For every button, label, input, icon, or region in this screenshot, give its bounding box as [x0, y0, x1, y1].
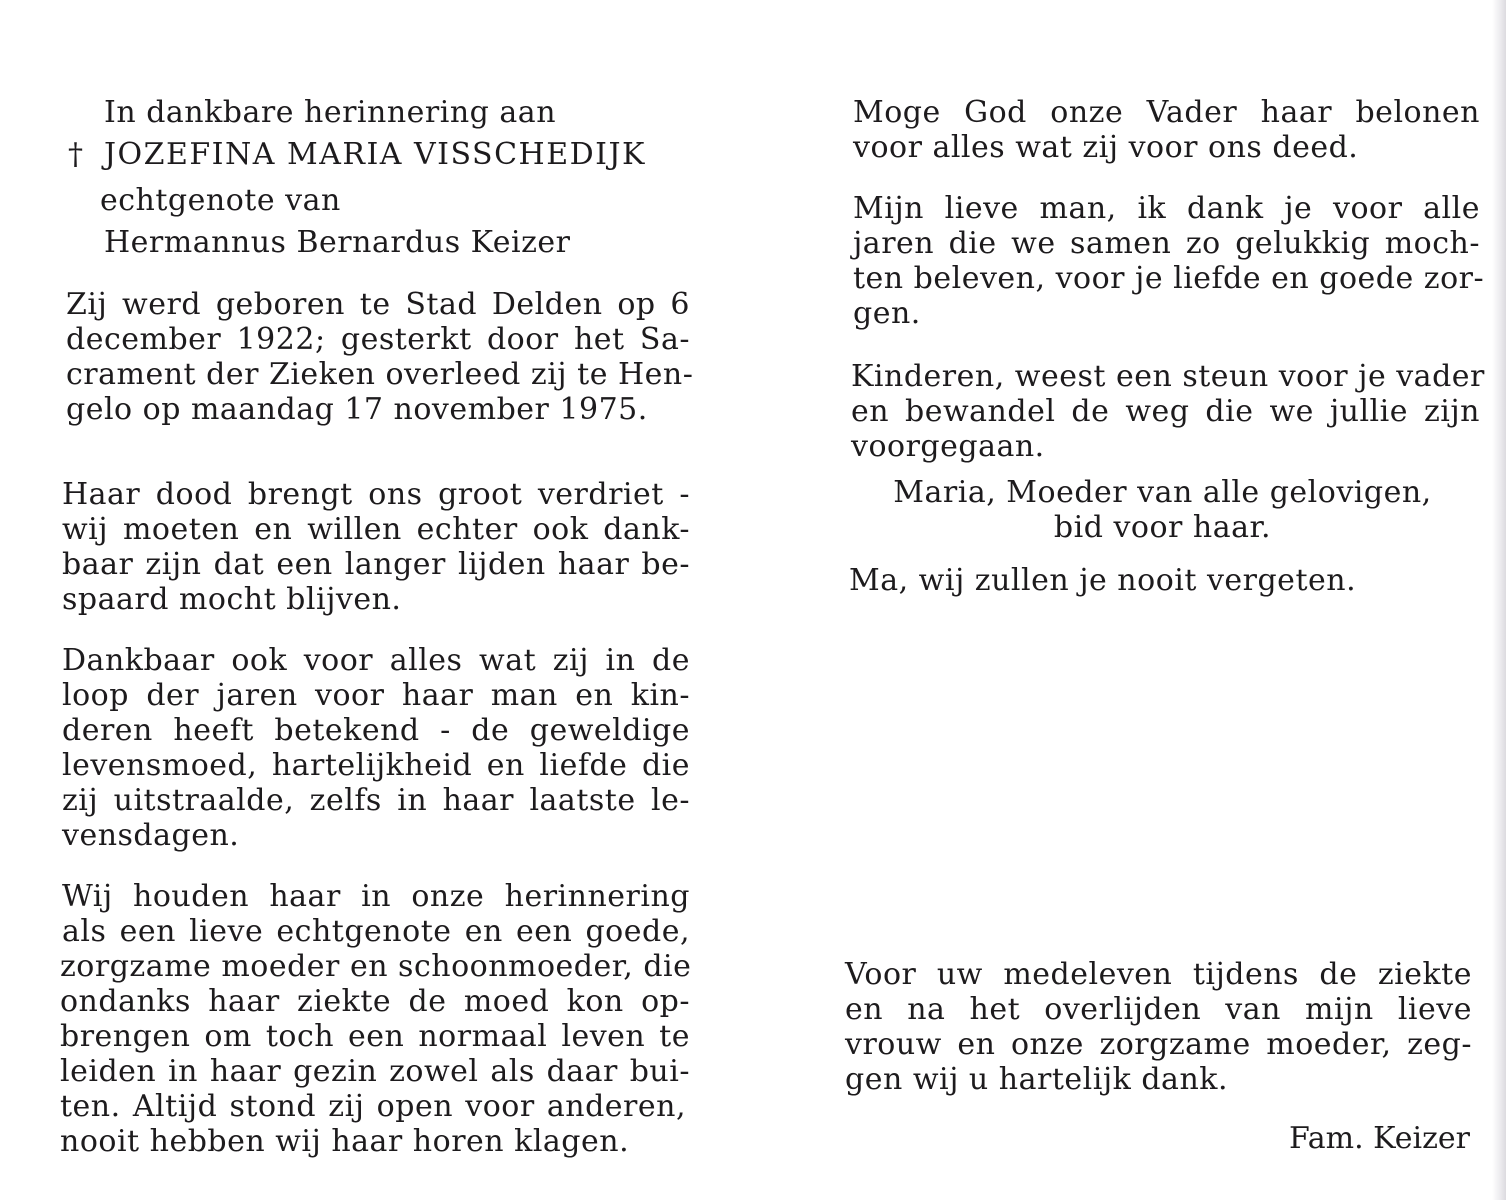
- text-line: zij uitstraalde, zelfs in haar laatste le-: [62, 783, 690, 818]
- text-line: nooit hebben wij haar horen klagen.: [60, 1124, 630, 1159]
- text-line: Dankbaar ook voor alles wat zij in de: [62, 643, 690, 678]
- text-line: levensmoed, hartelijkheid en liefde die: [62, 748, 690, 783]
- text-line: voor alles wat zij voor ons deed.: [853, 130, 1359, 165]
- text-line: brengen om toch een normaal leven te: [60, 1019, 690, 1054]
- text-line: vensdagen.: [62, 818, 240, 853]
- cross-icon: †: [68, 137, 84, 172]
- text-line: deren heeft betekend - de geweldige: [62, 713, 690, 748]
- text-line: ten. Altijd stond zij open voor anderen,: [60, 1089, 686, 1124]
- text-line: Voor uw medeleven tijdens de ziekte: [845, 957, 1472, 992]
- text-line: als een lieve echtgenote en een goede,: [62, 914, 690, 949]
- text-line: voorgegaan.: [851, 429, 1045, 464]
- heading-relation: echtgenote van: [100, 183, 341, 218]
- prayer-line: bid voor haar.: [1053, 510, 1272, 545]
- text-line: loop der jaren voor haar man en kin-: [62, 678, 690, 713]
- text-line: Wij houden haar in onze herinnering: [62, 879, 690, 914]
- text-line: leiden in haar gezin zowel als daar bui-: [60, 1054, 690, 1089]
- text-line: baar zijn dat een langer lijden haar be-: [62, 547, 690, 582]
- text-line: Kinderen, weest een steun voor je vader: [851, 359, 1485, 394]
- signature: Fam. Keizer: [1288, 1121, 1470, 1156]
- heading-intro: In dankbare herinnering aan: [104, 95, 557, 130]
- deceased-name: JOZEFINA MARIA VISSCHEDIJK: [104, 137, 646, 172]
- prayer-line: Maria, Moeder van alle gelovigen,: [893, 475, 1432, 510]
- text-line: en bewandel de weg die we jullie zijn: [851, 394, 1480, 429]
- text-line: Zij werd geboren te Stad Delden op 6: [66, 287, 690, 322]
- text-line: crament der Zieken overleed zij te Hen-: [66, 357, 694, 392]
- text-line: gelo op maandag 17 november 1975.: [66, 392, 648, 427]
- text-line: jaren die we samen zo gelukkig moch-: [853, 226, 1480, 261]
- text-line: spaard mocht blijven.: [62, 582, 402, 617]
- spouse-name: Hermannus Bernardus Keizer: [104, 225, 571, 260]
- text-line: Haar dood brengt ons groot verdriet -: [62, 477, 690, 512]
- text-line: zorgzame moeder en schoonmoeder, die: [60, 949, 692, 984]
- text-line: wij moeten en willen echter ook dank-: [62, 512, 690, 547]
- text-line: december 1922; gesterkt door het Sa-: [66, 322, 690, 357]
- text-line: ten beleven, voor je liefde en goede zor-: [853, 261, 1485, 296]
- card-edge-shadow: [1492, 0, 1506, 1200]
- farewell-line: Ma, wij zullen je nooit vergeten.: [849, 563, 1357, 598]
- text-line: gen.: [853, 296, 921, 331]
- text-line: gen wij u hartelijk dank.: [845, 1062, 1228, 1097]
- text-line: Mijn lieve man, ik dank je voor alle: [853, 191, 1480, 226]
- text-line: ondanks haar ziekte de moed kon op-: [60, 984, 690, 1019]
- text-line: vrouw en onze zorgzame moeder, zeg-: [845, 1027, 1472, 1062]
- text-line: en na het overlijden van mijn lieve: [845, 992, 1472, 1027]
- text-line: Moge God onze Vader haar belonen: [853, 95, 1480, 130]
